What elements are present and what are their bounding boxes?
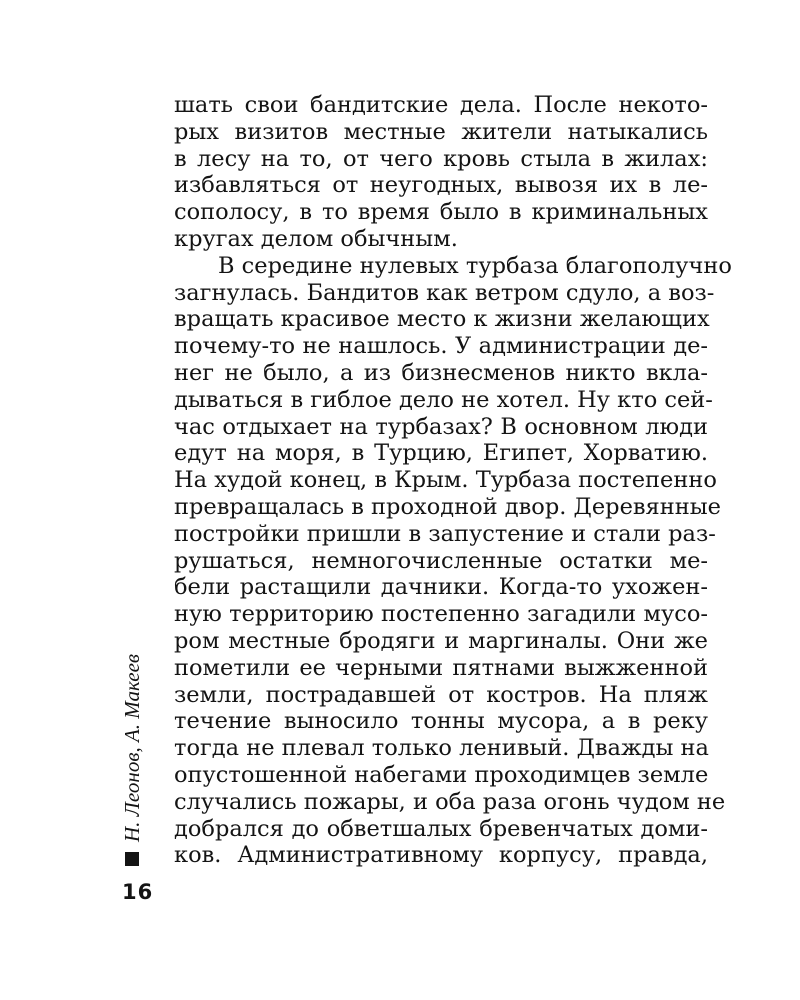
text-line: добрался до обветшалых бревенчатых доми- bbox=[174, 815, 708, 842]
text-line: едут на моря, в Турцию, Египет, Хорватию. bbox=[174, 440, 708, 467]
text-line: тогда не плевал только ленивый. Дважды на bbox=[174, 735, 709, 762]
text-line: ром местные бродяги и маргиналы. Они же bbox=[174, 627, 708, 654]
text-line: пометили ее черными пятнами выжженной bbox=[174, 654, 708, 681]
page-number: 16 bbox=[122, 880, 154, 904]
text-line: случались пожары, и оба раза огонь чудом не bbox=[174, 788, 726, 815]
text-line: в лесу на то, от чего кровь стыла в жилах: bbox=[174, 145, 708, 172]
body-text bbox=[174, 92, 732, 869]
paragraph-2 bbox=[174, 252, 732, 869]
text-line: превращалась в проходной двор. Деревянные bbox=[174, 493, 721, 520]
black-square-icon bbox=[125, 852, 139, 866]
text-line: час отдыхает на турбазах? В основном люди bbox=[174, 413, 708, 440]
text-line: В середине нулевых турбаза благополучно bbox=[218, 252, 732, 279]
text-line: вращать красивое место к жизни желающих bbox=[174, 306, 710, 333]
text-line: земли, пострадавшей от костров. На пляж bbox=[174, 681, 708, 708]
text-line: ков. Административному корпусу, правда, bbox=[174, 842, 708, 869]
text-line: избавляться от неугодных, вывозя их в ле- bbox=[174, 172, 708, 199]
text-line: загнулась. Бандитов как ветром сдуло, а воз- bbox=[174, 279, 715, 306]
paragraph-1 bbox=[174, 92, 708, 253]
running-header bbox=[120, 654, 144, 866]
text-line: рых визитов местные жители натыкались bbox=[174, 118, 708, 145]
text-line: дываться в гиблое дело не хотел. Ну кто сей- bbox=[174, 386, 713, 413]
text-line: На худой конец, в Крым. Турбаза постепенно bbox=[174, 467, 717, 494]
text-line: сополосу, в то время было в криминальных bbox=[174, 199, 708, 226]
running-header-authors: Н. Леонов, А. Макеев bbox=[120, 653, 144, 842]
text-line: почему-то не нашлось. У администрации де- bbox=[174, 333, 708, 360]
text-line: бели растащили дачники. Когда-то ухожен- bbox=[174, 574, 708, 601]
text-line: течение выносило тонны мусора, а в реку bbox=[174, 708, 708, 735]
text-line: опустошенной набегами проходимцев земле bbox=[174, 761, 709, 788]
text-line: рушаться, немногочисленные остатки ме- bbox=[174, 547, 708, 574]
text-line: шать свои бандитские дела. После некото- bbox=[174, 92, 708, 118]
text-line: ную территорию постепенно загадили мусо- bbox=[174, 601, 708, 628]
text-line: кругах делом обычным. bbox=[174, 225, 458, 252]
text-line: нег не было, а из бизнесменов никто вкла- bbox=[174, 359, 708, 386]
text-line: постройки пришли в запустение и стали раз- bbox=[174, 520, 716, 547]
